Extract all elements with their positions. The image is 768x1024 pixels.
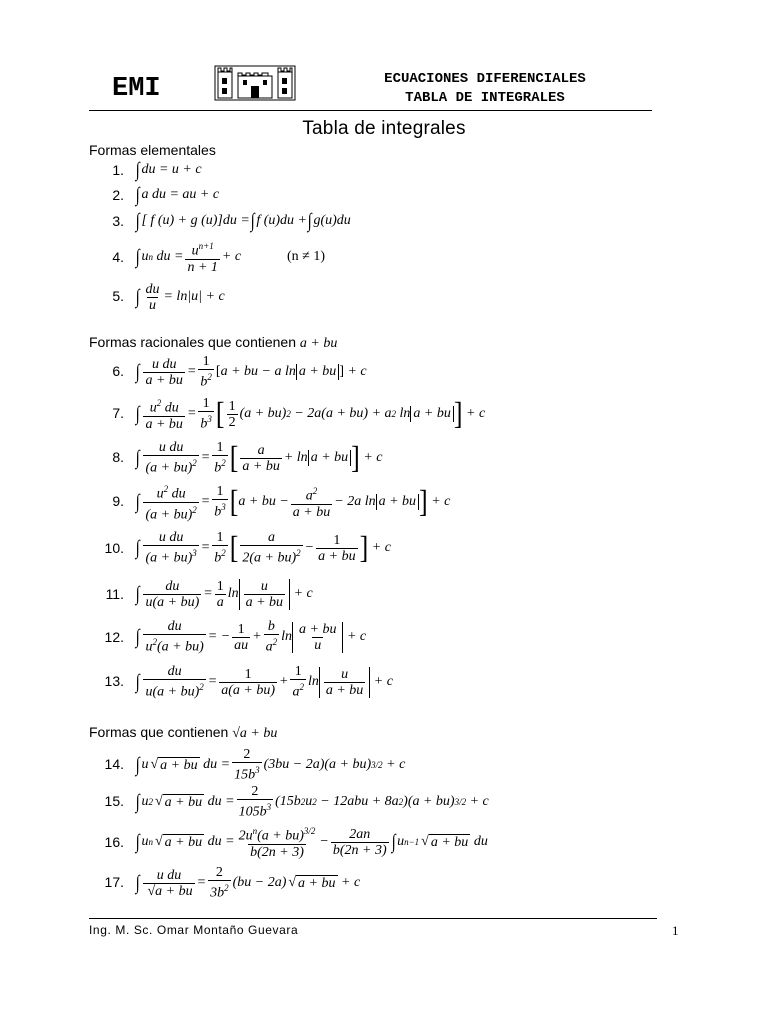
item-number: 14. (104, 756, 124, 772)
item-number: 16. (104, 834, 124, 850)
item-number: 3. (112, 213, 124, 229)
page-title: Tabla de integrales (302, 118, 466, 139)
item-number: 1. (112, 162, 124, 178)
section-heading-elementales: Formas elementales (89, 142, 216, 158)
formula-2-text: a du = au + c (141, 187, 220, 202)
item-number: 11. (105, 586, 124, 602)
formula-1-text: du = u + c (141, 162, 202, 177)
formula-5-result: = ln|u| + c (163, 289, 225, 304)
formula-15: ∫ u 2 √ a + bu du = $\frac{2}{105b^3}$ (15b 2 u 2 − 12abu + 8a 2 )(a + bu) 3/2 + c (135, 784, 489, 820)
formula-13: ∫ $\frac{du}{u(a + bu)^2}$ = $\frac{1}{a(a + bu)}$ + $\frac{1}{a^2}$ ln $\frac{u}{a + bu}$ + c (135, 664, 393, 700)
item-number: 6. (112, 363, 124, 379)
course-title (330, 70, 640, 108)
formula-14: ∫ u √ a + bu du = $\frac{2}{15b^3}$ (3bu − 2a)(a + bu) 3/2 + c (135, 747, 406, 783)
formula-3-part-b: f (u)du + (256, 213, 307, 228)
brand-logo-text: EMI (112, 74, 161, 104)
formula-12: ∫ $\frac{du}{u^2(a + bu)}$ = − $\frac{1}{au}$ + $\frac{b}{a^2}$ ln $\frac{a + bu}{u}$ + c (135, 619, 367, 655)
formula-8: ∫ $\frac{\text{u du}}{(a + bu)^2}$ = $\frac{1}{b^2}$ [ $\frac{a}{a + bu}$ + ln a + bu ] + c (135, 440, 383, 476)
item-number: 10. (104, 540, 124, 556)
formula-3-part-a: [ f (u) + g (u)]du = (141, 213, 250, 228)
item-number: 9. (112, 493, 124, 509)
formula-9: ∫ $\frac{u^2 du}{(a + bu)^2}$ = $\frac{1}{b^3}$ [ a + bu − $\frac{a^2}{a + bu}$ − 2a ln a + bu ] + c (135, 483, 451, 523)
formula-3: ∫ [ f (u) + g (u)]du = ∫ f (u)du + ∫ g(u)du (135, 209, 351, 232)
footer-author: Ing. M. Sc. Omar Montaño Guevara (89, 923, 299, 937)
formula-7: ∫ $\frac{u^2 du}{a + bu}$ = $\frac{1}{b^3}$ [ $\frac{1}{2}$ (a + bu) 2 − 2a(a + bu) + a 2 ln a + bu ] + c (135, 396, 486, 432)
section-heading-raiz (89, 724, 277, 742)
castle-logo (214, 64, 296, 107)
item-number: 5. (112, 288, 124, 304)
item-number: 2. (112, 187, 124, 203)
formula-4-condition: (n ≠ 1) (287, 249, 326, 264)
formula-4: ∫ u n du = $\frac{u^{n+1}}{n + 1}$ + c (135, 241, 242, 275)
course-name: ECUACIONES DIFERENCIALES (384, 71, 586, 87)
formula-6: ∫ $\frac{\text{u du}}{a + bu}$ = $\frac{1}{b^2}$ [ a + bu − a ln a + bu ] + c (135, 354, 367, 390)
item-number: 13. (104, 673, 124, 689)
item-number: 7. (112, 405, 124, 421)
formula-11: ∫ $\frac{du}{u(a + bu)}$ = $\frac{1}{a}$ ln $\frac{u}{a + bu}$ + c (135, 578, 313, 610)
footer-rule (89, 918, 657, 919)
page-number: 1 (672, 923, 679, 938)
item-number: 4. (112, 249, 124, 265)
section-2-expression: a + bu (299, 336, 338, 351)
formula-3-part-c: g(u)du (313, 213, 351, 228)
item-number: 15. (104, 793, 124, 809)
formula-16: ∫ u n √ a + bu du = $\frac{2u^n(a + bu)^{3/2}}{b(2n + 3)}$ − $\frac{2an}{b(2n + 3)}$ ∫ u n−1 √ a + bu du (135, 826, 488, 860)
formula-1: ∫ du = u + c (135, 158, 202, 181)
section-3-expression: √a + bu (232, 726, 278, 741)
item-number: 8. (112, 449, 124, 465)
header-rule (89, 110, 652, 111)
item-number: 12. (104, 629, 124, 645)
formula-10: ∫ $\frac{\text{u du}}{(a + bu)^3}$ = $\frac{1}{b^2}$ [ $\frac{a}{2(a + bu)^2}$ − $\frac{1}{a + bu}$ ] + c (135, 530, 391, 566)
section-2-label: Formas racionales que contienen (89, 334, 297, 350)
formula-5: ∫ $\frac{du}{u}$ = ln|u| + c (135, 281, 225, 313)
formula-17: ∫ $\frac{\text{u du}}{√a + bu}$ = $\frac{2}{3b^2}$ (bu − 2a) √ a + bu + c (135, 865, 361, 901)
formula-2: ∫ a du = au + c (135, 183, 220, 206)
item-number: 17. (104, 874, 124, 890)
section-heading-racionales (89, 334, 337, 352)
section-3-label: Formas que contienen (89, 724, 229, 740)
document-subtitle: TABLA DE INTEGRALES (405, 90, 565, 106)
